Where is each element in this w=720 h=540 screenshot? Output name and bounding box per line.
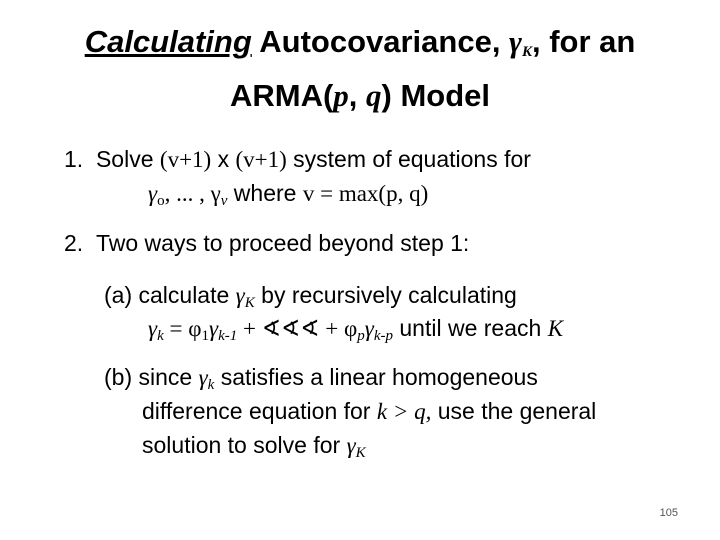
item-2b-gamma: γ	[198, 365, 208, 390]
item-1-v-eq: v = max(p, q)	[302, 181, 429, 206]
title-comma: ,	[348, 78, 367, 113]
item-2b-text-1: satisfies a linear homogeneous	[214, 364, 538, 390]
item-2b-text-2b: use the general	[431, 398, 597, 424]
item-2b-text-3: solution to solve for	[142, 432, 347, 458]
item-1-line-1	[64, 144, 531, 175]
item-2	[64, 228, 469, 258]
item-2b-k-gt-q: k > q,	[376, 399, 432, 424]
item-2a-gamma: γ	[235, 283, 245, 308]
item-1-number: 1.	[64, 146, 84, 172]
item-2a-text: by recursively calculating	[254, 282, 517, 308]
eq-gamma-2: γ	[364, 316, 374, 341]
item-1-sub-v: v	[220, 193, 228, 209]
title-underlined-word: Calculating	[84, 24, 252, 59]
page-number: 105	[659, 507, 678, 519]
item-1-where: where	[227, 180, 303, 206]
title-model: ) Model	[381, 78, 491, 113]
item-1-math-b: (v+1)	[235, 147, 287, 172]
eq-sub-k-1: k-1	[218, 328, 238, 344]
item-2b-line-3	[142, 430, 366, 468]
title-K: K	[521, 44, 532, 60]
item-1-line-2	[148, 178, 428, 216]
item-2a-label: (a) calculate	[104, 282, 236, 308]
eq-dots: + ∢∢∢ + φ	[237, 316, 358, 341]
title-gamma: γ	[509, 24, 522, 59]
item-1-math-a: (v+1)	[159, 147, 212, 172]
item-2a-sub-K: K	[244, 295, 255, 311]
item-2b-text-2a: difference equation for	[142, 398, 377, 424]
item-1-gamma: γ	[148, 181, 158, 206]
eq-gamma-1: γ	[209, 316, 219, 341]
eq-until-text: until we reach	[393, 315, 548, 341]
title-line-1	[40, 22, 680, 72]
item-1-dots: , ... , γ	[164, 181, 221, 206]
item-2-text: Two ways to proceed beyond step 1:	[95, 230, 470, 256]
eq-K: K	[547, 316, 564, 341]
item-1-text-c: system of equations for	[286, 146, 531, 172]
eq-sub-p: p	[357, 328, 365, 344]
eq-sub-k-p: k-p	[373, 328, 393, 344]
item-2-number: 2.	[64, 230, 84, 256]
title-arma: ARMA(	[229, 78, 334, 113]
item-2b-label: (b) since	[104, 364, 199, 390]
title-line-2	[40, 76, 680, 116]
item-1-text-b: x	[211, 146, 236, 172]
title-text: Autocovariance,	[251, 24, 510, 59]
item-2b-line-2	[142, 396, 596, 427]
item-2b-sub-K: K	[355, 445, 366, 461]
eq-sub-1: 1	[201, 328, 209, 344]
title-end: , for an	[531, 24, 636, 59]
item-2b-gamma-K: γ	[346, 433, 356, 458]
item-2a-line-2	[148, 313, 563, 351]
eq-gamma: γ	[148, 316, 158, 341]
title-p: p	[333, 78, 349, 113]
item-2b-line-1	[104, 362, 538, 400]
item-1-text-a: Solve	[95, 146, 160, 172]
item-2b-sub-k: k	[207, 377, 215, 393]
eq-phi1: = φ	[163, 316, 202, 341]
eq-sub-k: k	[157, 328, 164, 344]
title-q: q	[366, 78, 382, 113]
item-1-sub-o: o	[157, 193, 165, 209]
